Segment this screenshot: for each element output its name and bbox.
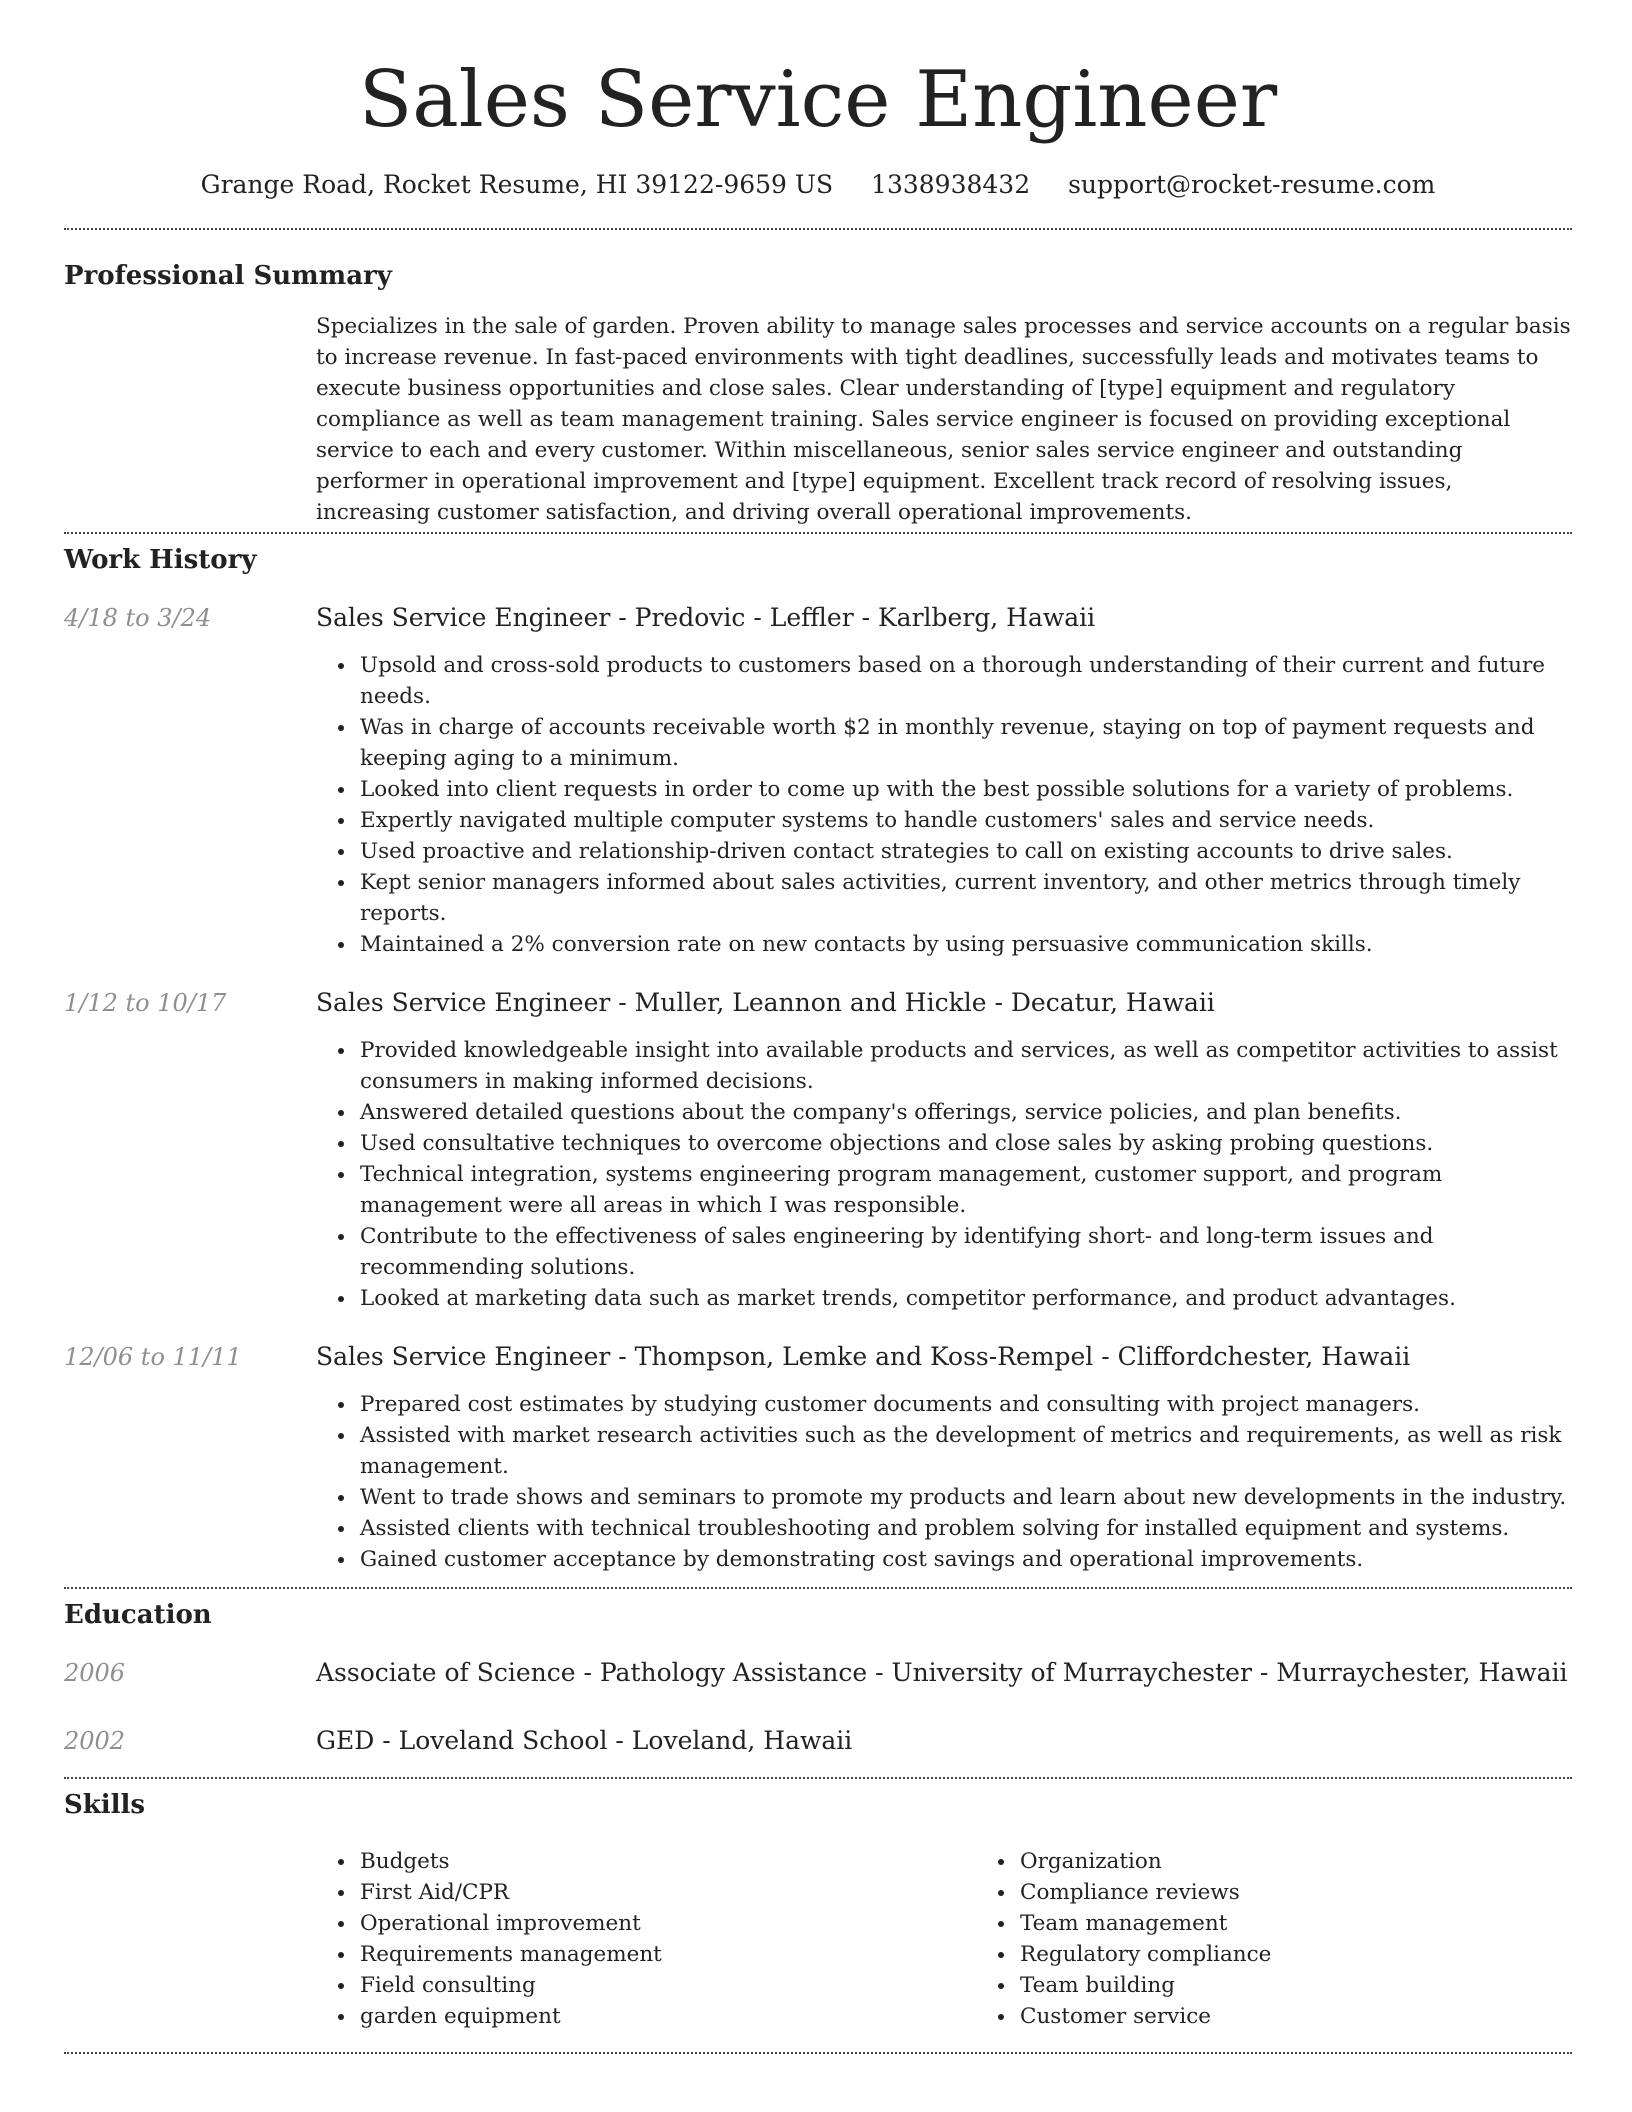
list-item: Maintained a 2% conversion rate on new contacts by using persuasive communication skills. <box>360 929 1572 960</box>
skill-item: First Aid/CPR <box>360 1877 976 1908</box>
skills-list-right <box>976 1846 1632 2032</box>
list-item: Contribute to the effectiveness of sales engineering by identifying short- and long-term issues and recommending solutions. <box>360 1221 1572 1283</box>
list-item: Went to trade shows and seminars to promote my products and learn about new developments in the industry. <box>360 1482 1572 1513</box>
education-title: Education <box>64 1600 212 1630</box>
summary-section <box>64 230 1572 528</box>
job-entry <box>64 601 1572 960</box>
resume-page <box>64 0 1572 2054</box>
resume-header <box>64 0 1572 202</box>
education-entry <box>64 1656 1572 1690</box>
list-item: Technical integration, systems engineering program management, customer support, and program management were all areas in which I was responsible. <box>360 1159 1572 1221</box>
skill-item: garden equipment <box>360 2001 976 2032</box>
skills-list-left <box>316 1846 976 2032</box>
list-item: Answered detailed questions about the company's offerings, service policies, and plan benefits. <box>360 1097 1572 1128</box>
contact-phone: 1338938432 <box>871 170 1031 199</box>
job-dates: 4/18 to 3/24 <box>64 604 212 632</box>
skill-item: Team building <box>1020 1970 1632 2001</box>
education-heading: GED - Loveland School - Loveland, Hawaii <box>316 1726 853 1755</box>
education-entry <box>64 1724 1572 1758</box>
contact-line <box>64 168 1572 202</box>
list-item: Used consultative techniques to overcome objections and close sales by asking probing questions. <box>360 1128 1572 1159</box>
education-section <box>64 1589 1572 1758</box>
skill-item: Compliance reviews <box>1020 1877 1632 1908</box>
job-bullet-list <box>316 1389 1572 1575</box>
job-heading: Sales Service Engineer - Thompson, Lemke and Koss-Rempel - Cliffordchester, Hawaii <box>316 1342 1411 1371</box>
skill-item: Regulatory compliance <box>1020 1939 1632 1970</box>
skill-item: Customer service <box>1020 2001 1632 2032</box>
list-item: Assisted clients with technical troubleshooting and problem solving for installed equipment and systems. <box>360 1513 1572 1544</box>
education-year: 2006 <box>64 1659 126 1687</box>
skill-item: Requirements management <box>360 1939 976 1970</box>
job-entry <box>64 1340 1572 1575</box>
list-item: Provided knowledgeable insight into available products and services, as well as competitor activities to assist consumers in making informed decisions. <box>360 1035 1572 1097</box>
work-history-section <box>64 534 1572 1575</box>
work-history-title: Work History <box>64 545 257 575</box>
skill-item: Budgets <box>360 1846 976 1877</box>
skill-item: Operational improvement <box>360 1908 976 1939</box>
skill-item: Team management <box>1020 1908 1632 1939</box>
list-item: Upsold and cross-sold products to customers based on a thorough understanding of their current and future needs. <box>360 650 1572 712</box>
list-item: Was in charge of accounts receivable worth $2 in monthly revenue, staying on top of payment requests and keeping aging to a minimum. <box>360 712 1572 774</box>
summary-text: Specializes in the sale of garden. Proven ability to manage sales processes and service accounts on a regular basis to increase revenue. In fast-paced environments with tight deadlines, successfully leads and motivates teams to execute business opportunities and close sales. Clear understanding of [type] equipment and regulatory compliance as well as team management training. Sales service engineer is focused on providing exceptional service to each and every customer. Within miscellaneous, senior sales service engineer and outstanding performer in operational improvement and [type] equipment. Excellent track record of resolving issues, increasing customer satisfaction, and driving overall operational improvements. <box>316 314 1571 525</box>
job-dates: 1/12 to 10/17 <box>64 989 227 1017</box>
list-item: Expertly navigated multiple computer systems to handle customers' sales and service needs. <box>360 805 1572 836</box>
section-divider <box>64 2052 1572 2054</box>
list-item: Looked at marketing data such as market trends, competitor performance, and product advantages. <box>360 1283 1572 1314</box>
education-year: 2002 <box>64 1727 126 1755</box>
education-heading: Associate of Science - Pathology Assistance - University of Murraychester - Murraychester, Hawaii <box>316 1658 1568 1687</box>
list-item: Used proactive and relationship-driven contact strategies to call on existing accounts to drive sales. <box>360 836 1572 867</box>
contact-address: Grange Road, Rocket Resume, HI 39122-9659 US <box>200 170 834 199</box>
list-item: Looked into client requests in order to come up with the best possible solutions for a variety of problems. <box>360 774 1572 805</box>
job-bullet-list <box>316 1035 1572 1314</box>
skill-item: Field consulting <box>360 1970 976 2001</box>
job-bullet-list <box>316 650 1572 960</box>
list-item: Gained customer acceptance by demonstrating cost savings and operational improvements. <box>360 1544 1572 1575</box>
summary-title: Professional Summary <box>64 261 392 291</box>
job-heading: Sales Service Engineer - Predovic - Leffler - Karlberg, Hawaii <box>316 603 1096 632</box>
skills-section <box>64 1779 1572 2032</box>
job-heading: Sales Service Engineer - Muller, Leannon and Hickle - Decatur, Hawaii <box>316 988 1215 1017</box>
list-item: Assisted with market research activities such as the development of metrics and requirements, as well as risk management. <box>360 1420 1572 1482</box>
contact-email: support@rocket-resume.com <box>1068 170 1436 199</box>
candidate-name: Sales Service Engineer <box>358 55 1278 145</box>
job-dates: 12/06 to 11/11 <box>64 1343 242 1371</box>
job-entry <box>64 986 1572 1314</box>
skills-title: Skills <box>64 1790 146 1820</box>
skill-item: Organization <box>1020 1846 1632 1877</box>
list-item: Prepared cost estimates by studying customer documents and consulting with project managers. <box>360 1389 1572 1420</box>
list-item: Kept senior managers informed about sales activities, current inventory, and other metrics through timely reports. <box>360 867 1572 929</box>
